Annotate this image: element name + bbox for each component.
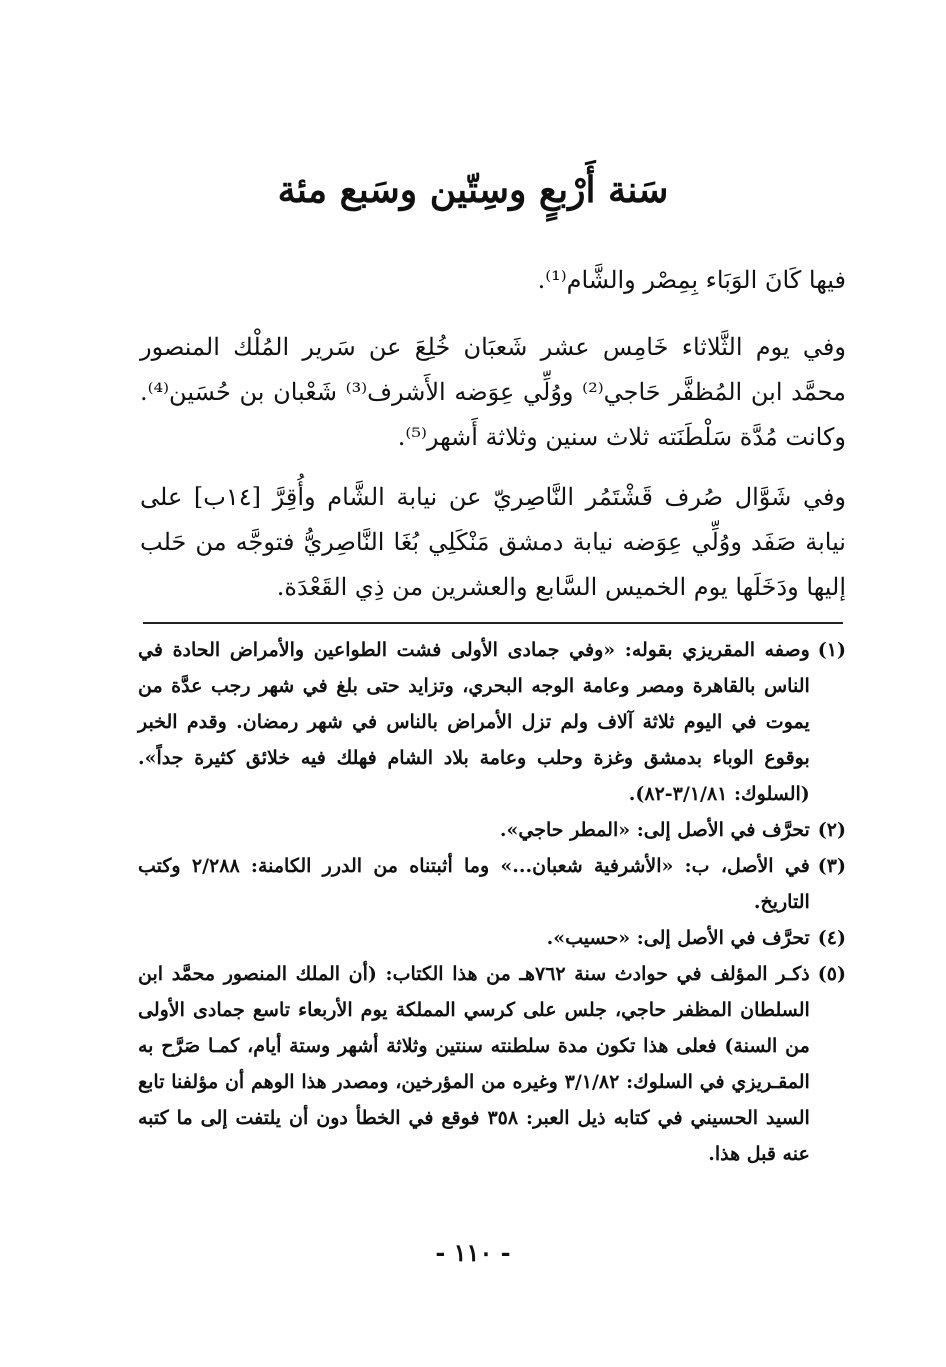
footnotes-list — [138, 632, 846, 1172]
footnote-separator — [143, 622, 843, 624]
footnote-text: ذكـر المؤلف في حوادث سنة ٧٦٢هـ من هذا الكتاب: (أن الملك المنصور محمَّد ابن السلطان المظفر حاجي، جلس على كرسي المملكة يوم الأربعاء تاسع جمادى الأولى من السنة) فعلى هذا تكون مدة سلطنته سنتين وثلاثة أشهر وستة أيام، كمـا صَرَّح به المقـريزي في السلوك: ٣/١/٨٢ وغيره من المؤرخين، ومصدر هذا الوهم أن مؤلفنا تابع السيد الحسيني في كتابه ذيل العبر: ٣٥٨ فوقع في الخطأ دون أن يلتفت إلى ما كتبه عنه قبل هذا. — [138, 963, 810, 1165]
footnote-2 — [138, 812, 846, 848]
footnote-text: تحرَّف في الأصل إلى: «حسيب». — [546, 927, 810, 949]
footnote-number: (٢) — [817, 819, 846, 841]
footnote-3 — [138, 848, 846, 920]
paragraph-1: فيها كَانَ الوَبَاء بِمِصْر والشَّام⁽¹⁾. — [537, 266, 846, 294]
footnote-text: في الأصل، ب: «الأشرفية شعبان...» وما أثبتناه من الدرر الكامنة: ٢/٢٨٨ وكتب التاريخ. — [138, 855, 810, 913]
paragraph-3: وفي شَوَّال صُرف قَشْتَمُر النَّاصِريّ عن نيابة الشَّام وأُقِرَّ [١٤ب] على نيابة صَفَد ووُلِّي عِوَضه نيابة دمشق مَنْكَلِي بُغَا النَّاصِريُّ فتوجَّه من حَلب إليها ودَخَلَها يوم الخميس السَّابع والعشرين من ذِي القَعْدَة. — [140, 483, 847, 601]
section-title: سَنة أَرْبعٍ وسِتّين وسَبع مئة — [277, 169, 669, 211]
footnote-number: (٥) — [817, 963, 846, 985]
footnote-text: وصفه المقريزي بقوله: «وفي جمادى الأولى فشت الطواعين والأمراض الحادة في الناس بالقاهرة ومصر وعامة الوجه البحري، وتزايد حتى بلغ في شهر رجب عدَّة من يموت في اليوم ثلاثة آلاف ولم تزل الأمراض بالناس في شهر رمضان. وقدم الخبر بوقوع الوباء بدمشق وغزة وحلب وعامة بلاد الشام فهلك فيه خلائق كثيرة جداً». (السلوك: ٣/١/٨١-٨٢). — [138, 639, 810, 805]
footnote-text: تحرَّف في الأصل إلى: «المطر حاجي». — [499, 819, 810, 841]
footnote-number: (٣) — [817, 855, 846, 877]
footnote-number: (٤) — [817, 927, 846, 949]
page-number: - ١١٠ - — [435, 1238, 511, 1267]
paragraph-2: وفي يوم الثَّلاثاء خَامِس عشر شَعبَان خُلِعَ عن سَرير المُلْك المنصور محمَّد ابن المُظفَّر حَاجي⁽²⁾ ووُلِّي عِوَضه الأَشرف⁽³⁾ شَعْبان بن حُسَين⁽⁴⁾. وكانت مُدَّة سَلْطَنَته ثلاث سنين وثلاثة أَشهر⁽⁵⁾. — [140, 333, 847, 451]
footnote-4 — [138, 920, 846, 956]
footnote-1 — [138, 632, 846, 812]
footnote-number: (١) — [817, 639, 846, 661]
footnote-5 — [138, 956, 846, 1172]
